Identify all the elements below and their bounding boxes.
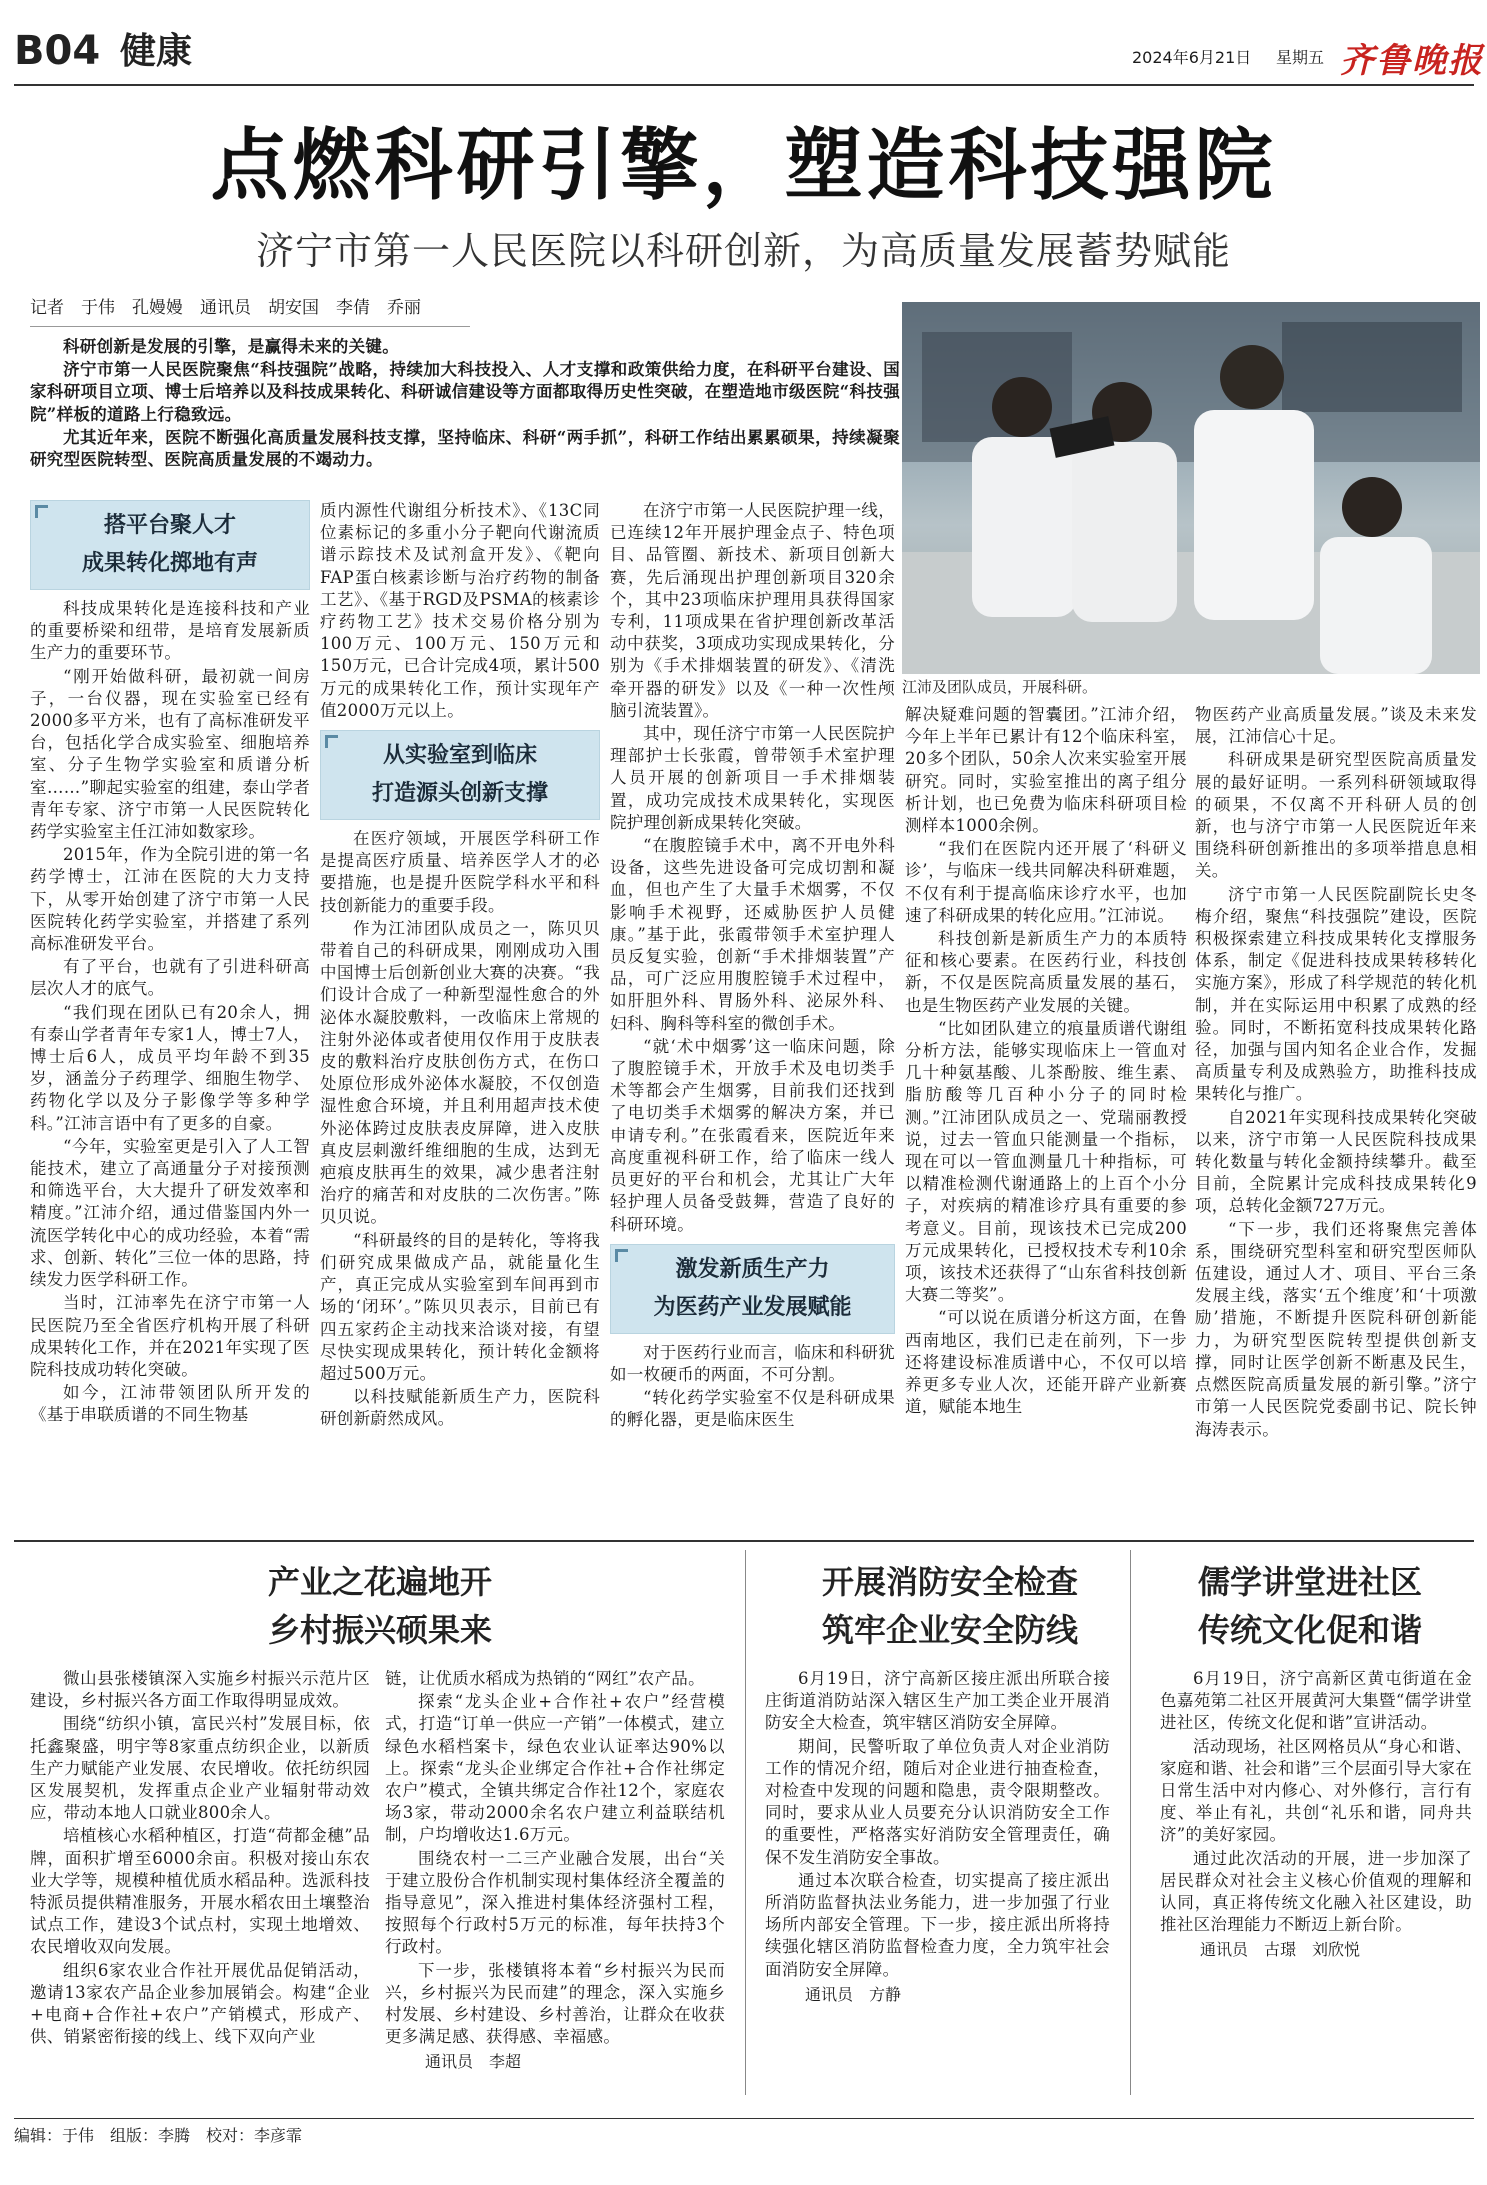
main-column-4 [905, 704, 1187, 1520]
article-paragraph: “就‘术中烟雾’这一临床问题，除了腹腔镜手术，开放手术及电切类手术等都会产生烟雾，目前我们还找到了电切类手术烟雾的解决方案，并已申请专利。”在张霞看来，医院近年来高度重视科研工作，给了临床一线人员更好的平台和机会，尤其让广大年轻护理人员备受鼓舞，营造了良好的科研环境。 [610, 1036, 895, 1234]
subhead-line: 为医药产业发展赋能 [653, 1294, 852, 1320]
article-paragraph: 自2021年实现科技成果转化突破以来，济宁市第一人民医院科技成果转化数量与转化金额持续攀升。截至目前，全院累计完成科技成果转化9项，总转化金额727万元。 [1195, 1107, 1477, 1216]
article-paragraph: 在济宁市第一人民医院护理一线，已连续12年开展护理金点子、特色项目、品管圈、新技术、新项目创新大赛，先后涌现出护理创新项目320余个，其中23项临床护理用具获得国家专利，11项成果在省护理创新改革活动中获奖，3项成功实现成果转化，分别为《手术排烟装置的研发》、《清洗牵开器的研发》以及《一种一次性颅脑引流装置》。 [610, 501, 895, 720]
story-signature: 通讯员 李超 [425, 2052, 522, 2072]
story-culture-title [1140, 1558, 1480, 1654]
article-paragraph: 解决疑难问题的智囊团。”江沛介绍，今年上半年已累计有12个临床科室，20多个团队，50余人次来实验室开展研究。同时，实验室推出的离子组分析计划，也已免费为临床科研项目检测样本1000余例。 [905, 705, 1187, 836]
footer-rule [14, 2118, 1474, 2119]
story-village-column-2 [385, 1668, 725, 2108]
story-title-line: 筑牢企业安全防线 [821, 1611, 1078, 1649]
subhead-line: 打造源头创新支撑 [371, 781, 548, 807]
header-rule [14, 84, 1474, 86]
article-paragraph: 以科技赋能新质生产力，医院科研创新蔚然成风。 [320, 1387, 600, 1429]
story-title-line: 乡村振兴硕果来 [267, 1611, 492, 1649]
article-paragraph: 科技创新是新质生产力的本质特征和核心要素。在医药行业，科技创新，不仅是医院高质量发展的基石，也是生物医药产业发展的关键。 [905, 929, 1187, 1015]
article-paragraph: 探索“龙头企业+合作社+农户”经营模式，打造“订单一供应一产销”一体模式，建立绿色水稻档案卡，绿色农业认证率达90%以上。探索“龙头企业绑定合作社+合作社绑定农户”模式，全镇共绑定合作社12个，家庭农场3家，带动2000余名农户建立利益联结机制，户均增收达1.6万元。 [385, 1692, 725, 1845]
story-signature: 通讯员 方静 [805, 1984, 902, 2004]
article-paragraph: 围绕“纺织小镇，富民兴村”发展目标，依托鑫聚盛，明宇等8家重点纺织企业，以新质生产力赋能产业发展、农民增收。依托纺织园区发展契机，发挥重点企业产业辐射带动效应，带动本地人口就业800余人。 [30, 1714, 370, 1823]
article-paragraph: 如今，江沛带领团队所开发的《基于串联质谱的不同生物基 [30, 1383, 310, 1425]
main-column-1 [30, 500, 310, 1520]
issue-date: 2024年6月21日 [1132, 48, 1252, 67]
article-paragraph: 作为江沛团队成员之一，陈贝贝带着自己的科研成果，刚刚成功入围中国博士后创新创业大赛的决赛。“我们设计合成了一种新型湿性愈合的外泌体水凝胶敷料，一改临床上常规的注射外泌体或者使用仅作用于皮肤表皮的敷料治疗皮肤创伤方式，在伤口处原位形成外泌体水凝胶，不仅创造湿性愈合环境，并且利用超声技术使外泌体跨过皮肤表皮屏障，进入皮肤真皮层刺激纤维细胞的生成，达到无疤痕皮肤再生的效果，减少患者注射治疗的痛苦和对皮肤的二次伤害。”陈贝贝说。 [320, 918, 600, 1227]
section-divider [14, 1540, 1474, 1542]
story-fire-title [760, 1558, 1140, 1654]
article-paragraph: 微山县张楼镇深入实施乡村振兴示范片区建设，乡村振兴各方面工作取得明显成效。 [30, 1669, 370, 1711]
story-signature: 通讯员 古璟 刘欣悦 [1200, 1940, 1361, 1960]
story-title-line: 传统文化促和谐 [1197, 1611, 1422, 1649]
article-paragraph: 质内源性代谢组分析技术》、《13C同位素标记的多重小分子靶向代谢流质谱示踪技术及试剂盒开发》、《靶向FAP蛋白核素诊断与治疗药物的制备工艺》、《基于RGD及PSMA的核素诊疗药物工艺》技术交易价格分别为100万元、100万元、150万元和150万元，已合计完成4项，累计500万元的成果转化工作，预计实现年产值2000万元以上。 [320, 501, 600, 720]
article-paragraph: “可以说在质谱分析这方面，在鲁西南地区，我们已走在前列，下一步还将建设标准质谱中心，不仅可以培养更多专业人次，还能开辟产业新赛道，赋能本地生 [905, 1308, 1187, 1417]
article-paragraph: 6月19日，济宁高新区黄屯街道在金色嘉苑第二社区开展黄河大集暨“儒学讲堂进社区，传统文化促和谐”宣讲活动。 [1160, 1669, 1472, 1733]
subhead-line: 成果转化掷地有声 [81, 551, 258, 576]
subhead-line: 激发新质生产力 [675, 1256, 830, 1282]
subhead-box-3 [610, 1244, 895, 1334]
lead-block [30, 336, 900, 496]
subhead-line: 搭平台聚人才 [103, 513, 236, 538]
lead-paragraph: 济宁市第一人民医院聚焦“科技强院”战略，持续加大科技投入、人才支撑和政策供给力度，在科研平台建设、国家科研项目立项、博士后培养以及科技成果转化、科研诚信建设等方面都取得历史性突破，在塑造地市级医院“科技强院”样板的道路上行稳致远。 [30, 360, 900, 424]
column-divider [1130, 1550, 1131, 2095]
lab-photo [902, 302, 1480, 674]
article-paragraph: 通过本次联合检查，切实提高了接庄派出所消防监督执法业务能力，进一步加强了行业场所内部安全管理。下一步，接庄派出所将持续强化辖区消防监督检查力度，全力筑牢社会面消防安全屏障。 [765, 1870, 1110, 1979]
article-paragraph: “我们在医院内还开展了‘科研义诊’，与临床一线共同解决科研难题，不仅有利于提高临床诊疗水平，也加速了科研成果的转化应用。”江沛说。 [905, 839, 1187, 925]
article-paragraph: 下一步，张楼镇将本着“乡村振兴为民而兴，乡村振兴为民而建”的理念，深入实施乡村发展、乡村建设、乡村善治，让群众在收获更多满足感、获得感、幸福感。 [385, 1960, 725, 2047]
main-column-2 [320, 500, 600, 1520]
article-paragraph: 2015年，作为全院引进的第一名药学博士，江沛在医院的大力支持下，从零开始创建了济宁市第一人民医院转化药学实验室，并搭建了系列高标准研发平台。 [30, 845, 310, 954]
article-paragraph: “下一步，我们还将聚焦完善体系，围绕研究型科室和研究型医师队伍建设，通过人才、项目、平台三条发展主线，落实‘五个维度’和‘十项激励’措施，不断提升医院科研创新能力，为研究型医院转型提供创新支撑，同时让医学创新不断惠及民生，点燃医院高质量发展的新引擎。”济宁市第一人民医院党委副书记、院长钟海涛表示。 [1195, 1219, 1477, 1439]
article-paragraph: 围绕农村一二三产业融合发展，出台“关于建立股份合作机制实现村集体经济全覆盖的指导意见”，深入推进村集体经济强村工程，按照每个行政村5万元的标准，每年扶持3个行政村。 [385, 1848, 725, 1957]
article-paragraph: 物医药产业高质量发展。”谈及未来发展，江沛信心十足。 [1195, 705, 1477, 747]
article-paragraph: 链，让优质水稻成为热销的“网红”农产品。 [385, 1669, 705, 1688]
story-fire-column [765, 1668, 1110, 2108]
photo-caption: 江沛及团队成员，开展科研。 [902, 678, 1098, 696]
article-paragraph: 当时，江沛率先在济宁市第一人民医院乃至全省医疗机构开展了科研成果转化工作，并在2021年实现了医院科技成功转化突破。 [30, 1293, 310, 1379]
article-paragraph: 6月19日，济宁高新区接庄派出所联合接庄街道消防站深入辖区生产加工类企业开展消防安全大检查，筑牢辖区消防安全屏障。 [765, 1669, 1110, 1733]
story-village-title [30, 1558, 730, 1654]
main-column-3 [610, 500, 895, 1520]
story-title-line: 开展消防安全检查 [821, 1563, 1078, 1601]
article-paragraph: 科研成果是研究型医院高质量发展的最好证明。一系列科研领域取得的硕果，不仅离不开科研人员的创新，也与济宁市第一人民医院近年来围绕科研创新推出的多项举措息息相关。 [1195, 750, 1477, 881]
paper-masthead: 齐鲁晚报 [1340, 41, 1484, 81]
issue-weekday: 星期五 [1276, 48, 1325, 67]
article-paragraph: 有了平台，也就有了引进科研高层次人才的底气。 [30, 957, 310, 999]
article-paragraph: “今年，实验室更是引入了人工智能技术，建立了高通量分子对接预测和筛选平台，大大提升了研发效率和精度。”江沛介绍，通过借鉴国内外一流医学转化中心的成功经验，本着“需求、创新、转化”三位一体的思路，持续发力医学科研工作。 [30, 1136, 310, 1290]
subhead-line: 从实验室到临床 [382, 743, 537, 769]
photo-illustration [902, 302, 1480, 674]
story-title-line: 产业之花遍地开 [267, 1563, 492, 1601]
article-paragraph: 期间，民警听取了单位负责人对企业消防工作的情况介绍，随后对企业进行抽查检查，对检查中发现的问题和隐患，责令限期整改。同时，要求从业人员要充分认识消防安全工作的重要性，严格落实好消防安全管理责任，确保不发生消防安全事故。 [765, 1736, 1110, 1867]
byline-rule [30, 326, 470, 327]
article-paragraph: 通过此次活动的开展，进一步加深了居民群众对社会主义核心价值观的理解和认同，真正将传统文化融入社区建设，助推社区治理能力不断迈上新台阶。 [1160, 1848, 1472, 1935]
byline: 记者 于伟 孔嫚嫚 通讯员 胡安国 李倩 乔丽 [30, 298, 421, 318]
article-paragraph: 活动现场，社区网格员从“身心和谐、家庭和谐、社会和谐”三个层面引导大家在日常生活中对内修心、对外修行，言行有度、举止有礼，共创“礼乐和谐，同舟共济”的美好家园。 [1160, 1736, 1472, 1845]
article-paragraph: 对于医药行业而言，临床和科研犹如一枚硬币的两面，不可分割。 [610, 1342, 895, 1384]
article-paragraph: “刚开始做科研，最初就一间房子，一台仪器，现在实验室已经有2000多平方米，也有了高标准研发平台，包括化学合成实验室、细胞培养室、分子生物学实验室和质谱分析室……”聊起实验室的组建，泰山学者青年专家、济宁市第一人民医院转化药学实验室主任江沛如数家珍。 [30, 666, 310, 842]
story-village-column-1 [30, 1668, 370, 2108]
article-paragraph: “科研最终的目的是转化，等将我们研究成果做成产品，就能量化生产，真正完成从实验室到车间再到市场的‘闭环’。”陈贝贝表示，目前已有四五家药企主动找来洽谈对接，有望尽快实现成果转化，预计转化金额将超过500万元。 [320, 1230, 600, 1383]
subhead-box-1 [30, 500, 310, 590]
main-column-5 [1195, 704, 1477, 1520]
article-paragraph: 组织6家农业合作社开展优品促销活动，邀请13家农产品企业参加展销会。构建“企业+电商+合作社+农户”产销模式，形成产、供、销紧密衔接的线上、线下双向产业 [30, 1960, 370, 2047]
story-title-line: 儒学讲堂进社区 [1197, 1563, 1422, 1601]
article-paragraph: “比如团队建立的痕量质谱代谢组分析方法，能够实现临床上一管血对几十种氨基酸、儿茶酚胺、维生素、脂肪酸等几百种小分子的同时检测。”江沛团队成员之一、党瑞丽教授说，过去一管血只能测量一个指标，现在可以一管血测量几十种指标，可以精准检测代谢通路上的上百个小分子，对疾病的精准诊疗具有重要的参考意义。目前，现该技术已完成200万元成果转化，已授权技术专利10余项，该技术还获得了“山东省科技创新大赛二等奖”。 [905, 1018, 1187, 1305]
main-title: 点燃科研引擎，塑造科技强院 [210, 121, 1277, 211]
article-paragraph: “我们现在团队已有20余人，拥有泰山学者青年专家1人，博士7人，博士后6人，成员平均年龄不到35岁，涵盖分子药理学、细胞生物学、药物化学以及分子影像学等多种学科。”江沛言语中有了更多的自豪。 [30, 1002, 310, 1133]
section-name: 健康 [120, 31, 193, 72]
article-paragraph: “转化药学实验室不仅是科研成果的孵化器，更是临床医生 [610, 1388, 895, 1430]
page-code: B04 [14, 28, 101, 74]
main-subtitle: 济宁市第一人民医院以科研创新，为高质量发展蓄势赋能 [255, 229, 1231, 273]
article-paragraph: 在医疗领域，开展医学科研工作是提高医疗质量、培养医学人才的必要措施，也是提升医院学科水平和科技创新能力的重要手段。 [320, 829, 600, 915]
article-paragraph: “在腹腔镜手术中，离不开电外科设备，这些先进设备可完成切割和凝血，但也产生了大量手术烟雾，不仅影响手术视野，还威胁医护人员健康。”基于此，张霞带领手术室护理人员反复实验，创新“手术排烟装置”产品，可广泛应用腹腔镜手术过程中，如肝胆外科、胃肠外科、泌尿外科、妇科、胸科等科室的微创手术。 [610, 836, 895, 1033]
footer-credits: 编辑：于伟 组版：李腾 校对：李彦霏 [14, 2126, 303, 2145]
article-paragraph: 济宁市第一人民医院副院长史冬梅介绍，聚焦“科技强院”建设，医院积极探索建立科技成果转化支撑服务体系，制定《促进科技成果转移转化实施方案》，形成了科学规范的转化机制，并在实际运用中积累了成熟的经验。同时，不断拓宽科技成果转化路径，加强与国内知名企业合作，发掘高质量专利及成熟验方，助推科技成果转化与推广。 [1195, 884, 1477, 1104]
lead-paragraph: 科研创新是发展的引擎，是赢得未来的关键。 [63, 337, 399, 356]
article-paragraph: 培植核心水稻种植区，打造“荷都金穗”品牌，面积扩增至6000余亩。积极对接山东农业大学等，规模种植优质水稻品种。选派科技特派员提供精准服务，开展水稻农田土壤整治试点工作，建设3个试点村，实现土地增效、农民增收双向发展。 [30, 1826, 370, 1957]
article-paragraph: 其中，现任济宁市第一人民医院护理部护士长张霞，曾带领手术室护理人员开展的创新项目一手术排烟装置，成功完成技术成果转化，实现医院护理创新成果转化突破。 [610, 724, 895, 832]
column-divider [745, 1550, 746, 2095]
story-culture-column [1160, 1668, 1472, 2108]
lead-paragraph: 尤其近年来，医院不断强化高质量发展科技支撑，坚持临床、科研“两手抓”，科研工作结出累累硕果，持续凝聚研究型医院转型、医院高质量发展的不竭动力。 [30, 427, 900, 470]
article-paragraph: 科技成果转化是连接科技和产业的重要桥梁和纽带，是培育发展新质生产力的重要环节。 [30, 599, 310, 663]
subhead-box-2 [320, 730, 600, 820]
